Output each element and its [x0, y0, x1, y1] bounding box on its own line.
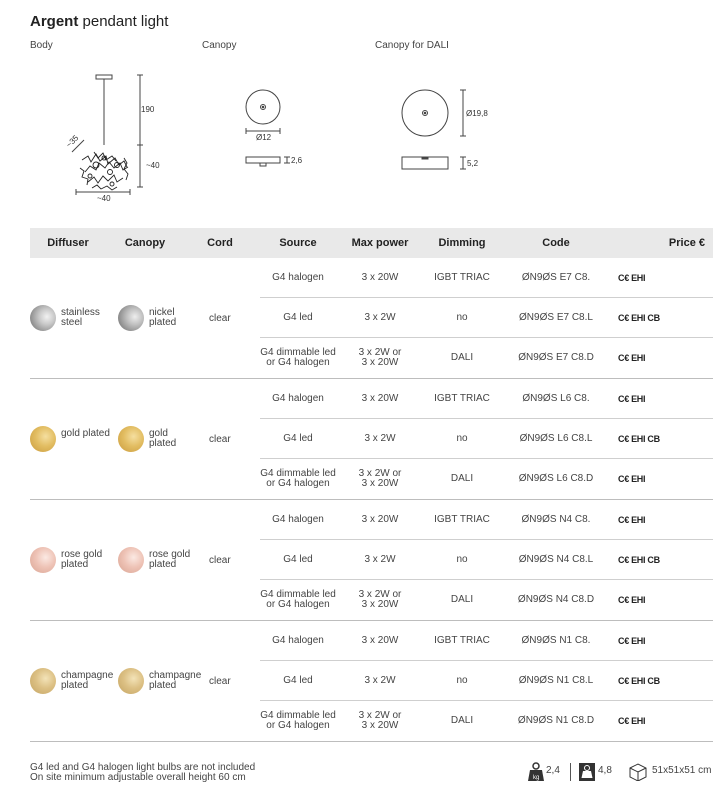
canopy-drawing: [246, 90, 290, 166]
cert-marks: C€ EHI CB: [618, 555, 660, 565]
code-cell: ØN9ØS L6 C8.: [522, 393, 590, 404]
code-cell: ØN9ØS N4 C8.: [521, 514, 591, 525]
dali-canopy-label: Canopy for DALI: [375, 40, 449, 51]
power-cell: 3 x 2W or 3 x 20W: [358, 468, 402, 489]
power-cell: 3 x 2W: [364, 312, 396, 323]
source-cell: G4 led: [283, 554, 313, 565]
table-row: [260, 540, 713, 580]
table-row: [260, 580, 713, 620]
code-cell: ØN9ØS E7 C8.D: [518, 352, 594, 363]
cert-marks: C€ EHI CB: [618, 434, 660, 444]
cert-marks: C€ EHI: [618, 636, 646, 646]
page-title: Argent pendant light: [30, 13, 169, 30]
dimming-cell: no: [456, 312, 468, 323]
gross-weight-value: 4,8: [598, 765, 612, 776]
diffuser-swatch: [30, 547, 56, 573]
header-max-power: Max power: [351, 237, 409, 249]
cert-marks: C€ EHI: [618, 595, 646, 605]
cord-finish: clear: [209, 676, 231, 687]
cert-marks: C€ EHI: [618, 474, 646, 484]
dali-diameter-dim: Ø19,8: [466, 109, 488, 118]
dimming-cell: DALI: [450, 594, 474, 605]
dimming-cell: no: [456, 433, 468, 444]
power-cell: 3 x 2W or 3 x 20W: [358, 710, 402, 731]
dimming-cell: IGBT TRIAC: [434, 514, 490, 525]
cord-finish: clear: [209, 313, 231, 324]
dali-height-dim: 5,2: [467, 159, 479, 168]
code-cell: ØN9ØS N1 C8.L: [518, 675, 594, 686]
cord-finish: clear: [209, 434, 231, 445]
source-cell: G4 dimmable led or G4 halogen: [260, 589, 336, 610]
source-cell: G4 halogen: [272, 393, 324, 404]
body-height-dim: 190: [141, 105, 155, 114]
header-code: Code: [542, 237, 570, 249]
finish-group-rose-gold: [30, 500, 713, 621]
source-cell: G4 dimmable led or G4 halogen: [260, 347, 336, 368]
code-cell: ØN9ØS L6 C8.L: [519, 433, 593, 444]
source-cell: G4 led: [283, 433, 313, 444]
diffuser-swatch: [30, 426, 56, 452]
net-weight-icon: [527, 762, 545, 782]
package-box-icon: [628, 763, 648, 781]
table-row: [260, 459, 713, 499]
canopy-finish: gold plated: [149, 428, 177, 449]
header-diffuser: Diffuser: [47, 237, 89, 249]
table-row: [260, 419, 713, 459]
canopy-swatch: [118, 547, 144, 573]
code-cell: ØN9ØS N1 C8.: [521, 635, 591, 646]
dimming-cell: DALI: [450, 352, 474, 363]
body-label: Body: [30, 40, 53, 51]
diffuser-finish: gold plated: [61, 428, 110, 439]
footer-divider: [570, 763, 571, 781]
cert-marks: C€ EHI: [618, 353, 646, 363]
finish-group-stainless: [30, 258, 713, 379]
header-canopy: Canopy: [124, 237, 166, 249]
dimming-cell: DALI: [450, 473, 474, 484]
canopy-height-dim: 2,6: [291, 156, 303, 165]
source-cell: G4 dimmable led or G4 halogen: [260, 710, 336, 731]
canopy-diameter-dim: Ø12: [256, 133, 272, 142]
header-source: Source: [279, 237, 317, 249]
header-dimming: Dimming: [438, 237, 486, 249]
body-side-dim: ~40: [146, 161, 160, 170]
table-row: [260, 338, 713, 378]
svg-text:kg: kg: [533, 775, 540, 781]
box-size-value: 51x51x51 cm: [652, 765, 712, 776]
power-cell: 3 x 20W: [361, 393, 399, 404]
canopy-label: Canopy: [202, 40, 237, 51]
diffuser-swatch: [30, 668, 56, 694]
power-cell: 3 x 2W: [364, 675, 396, 686]
cord-finish: clear: [209, 555, 231, 566]
net-weight-value: 2,4: [546, 765, 560, 776]
footnote-height: On site minimum adjustable overall height 60 cm: [30, 772, 246, 783]
power-cell: 3 x 2W: [364, 433, 396, 444]
power-cell: 3 x 20W: [361, 514, 399, 525]
source-cell: G4 halogen: [272, 514, 324, 525]
diffuser-finish: champagne plated: [61, 670, 114, 691]
body-width-dim: ~40: [97, 194, 111, 203]
table-row: [260, 500, 713, 540]
source-cell: G4 led: [283, 675, 313, 686]
cert-marks: C€ EHI: [618, 273, 646, 283]
cert-marks: C€ EHI: [618, 394, 646, 404]
gross-weight-icon: [578, 762, 596, 782]
body-cluster: [80, 152, 128, 190]
source-cell: G4 halogen: [272, 635, 324, 646]
cert-marks: C€ EHI: [618, 716, 646, 726]
code-cell: ØN9ØS E7 C8.: [521, 272, 591, 283]
canopy-finish: champagne plated: [149, 670, 202, 691]
table-row: [260, 661, 713, 701]
header-price: Price €: [668, 237, 705, 249]
canopy-swatch: [118, 668, 144, 694]
cert-marks: C€ EHI CB: [618, 313, 660, 323]
diffuser-finish: stainless steel: [61, 307, 100, 328]
power-cell: 3 x 2W or 3 x 20W: [358, 347, 402, 368]
code-cell: ØN9ØS N1 C8.D: [517, 715, 595, 726]
dimming-cell: DALI: [450, 715, 474, 726]
finish-group-gold: [30, 379, 713, 500]
header-cord: Cord: [207, 237, 233, 249]
table-header: [30, 228, 713, 258]
source-cell: G4 halogen: [272, 272, 324, 283]
body-diag-dim: ~35: [64, 133, 81, 150]
code-cell: ØN9ØS N4 C8.D: [517, 594, 595, 605]
footnote-bulbs: G4 led and G4 halogen light bulbs are not included: [30, 762, 256, 773]
power-cell: 3 x 2W or 3 x 20W: [358, 589, 402, 610]
code-cell: ØN9ØS L6 C8.D: [518, 473, 594, 484]
dimming-cell: IGBT TRIAC: [434, 635, 490, 646]
canopy-swatch: [118, 305, 144, 331]
power-cell: 3 x 20W: [361, 272, 399, 283]
code-cell: ØN9ØS E7 C8.L: [519, 312, 593, 323]
body-drawing: [72, 75, 143, 195]
footnotes: [30, 763, 255, 783]
cert-marks: C€ EHI: [618, 515, 646, 525]
table-row: [260, 379, 713, 419]
dimming-cell: IGBT TRIAC: [434, 393, 490, 404]
source-cell: G4 dimmable led or G4 halogen: [260, 468, 336, 489]
table-row: [260, 621, 713, 661]
source-cell: G4 led: [283, 312, 313, 323]
canopy-finish: rose gold plated: [149, 549, 191, 570]
canopy-swatch: [118, 426, 144, 452]
dimming-cell: IGBT TRIAC: [434, 272, 490, 283]
drawing-svg: [0, 0, 727, 225]
code-cell: ØN9ØS N4 C8.L: [518, 554, 594, 565]
table-row: [260, 298, 713, 338]
dali-canopy-drawing: [402, 90, 466, 169]
cert-marks: C€ EHI CB: [618, 676, 660, 686]
power-cell: 3 x 2W: [364, 554, 396, 565]
dimming-cell: no: [456, 675, 468, 686]
power-cell: 3 x 20W: [361, 635, 399, 646]
dimming-cell: no: [456, 554, 468, 565]
diffuser-finish: rose gold plated: [61, 549, 103, 570]
diffuser-swatch: [30, 305, 56, 331]
table-row: [260, 258, 713, 298]
canopy-finish: nickel plated: [149, 307, 177, 328]
finish-group-champagne: [30, 621, 713, 742]
table-row: [260, 701, 713, 741]
